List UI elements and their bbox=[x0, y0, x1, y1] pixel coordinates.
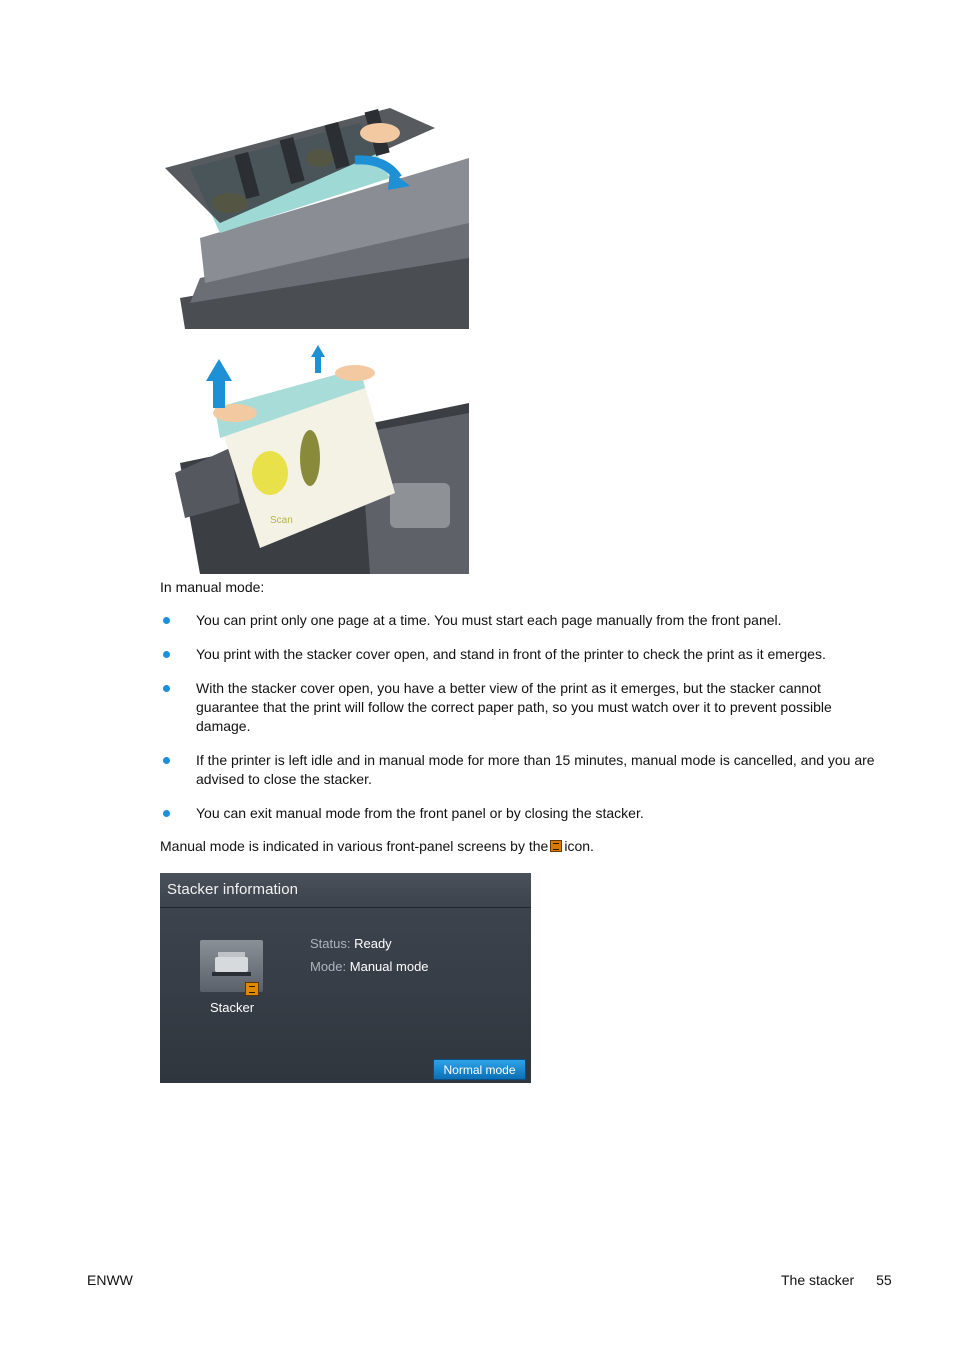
list-item bbox=[160, 804, 880, 823]
status-row bbox=[310, 936, 392, 951]
manual-mode-icon bbox=[550, 840, 562, 852]
bullet-dot bbox=[163, 685, 170, 692]
page-number: 55 bbox=[876, 1272, 892, 1288]
list-item bbox=[160, 679, 880, 736]
list-item-text: You can exit manual mode from the front panel or by closing the stacker. bbox=[196, 805, 644, 821]
footer-right bbox=[781, 1272, 892, 1288]
svg-text:Scan: Scan bbox=[270, 515, 293, 526]
list-item-text: If the printer is left idle and in manual mode for more than 15 minutes, manual mode is cancelled, and you are advised to close the stacker. bbox=[196, 752, 875, 787]
bullet-dot bbox=[163, 617, 170, 624]
mode-key: Mode: bbox=[310, 959, 347, 974]
manual-mode-icon bbox=[245, 982, 259, 996]
list-item bbox=[160, 611, 880, 630]
bullet-dot bbox=[163, 810, 170, 817]
stacker-illustration-open-cover bbox=[160, 98, 469, 329]
printer-icon bbox=[215, 957, 248, 972]
status-key: Status: bbox=[310, 936, 351, 951]
list-item-text: With the stacker cover open, you have a better view of the print as it emerges, but the stacker cannot guarantee that the print will follow the correct paper path, so you must watch over it to prevent possible damage. bbox=[196, 680, 832, 734]
stacker-label: Stacker bbox=[210, 1000, 255, 1015]
stacker-illustration-remove-print bbox=[160, 343, 469, 574]
list-item bbox=[160, 751, 880, 789]
mode-value: Manual mode bbox=[349, 959, 429, 974]
list-item-text: You print with the stacker cover open, and stand in front of the printer to check the print as it emerges. bbox=[196, 646, 826, 662]
status-value: Ready bbox=[354, 936, 392, 951]
footer-section: The stacker bbox=[781, 1272, 855, 1288]
manual-mode-note bbox=[160, 837, 594, 856]
mode-row bbox=[310, 959, 429, 974]
normal-mode-button[interactable]: Normal mode bbox=[433, 1059, 526, 1080]
footer-left: ENWW bbox=[87, 1272, 133, 1288]
list-item-text: You can print only one page at a time. You must start each page manually from the front panel. bbox=[196, 612, 782, 628]
manual-mode-bullet-list bbox=[160, 611, 880, 838]
stacker-information-screen bbox=[160, 873, 531, 1083]
intro-text: In manual mode: bbox=[160, 579, 265, 595]
printer-icon-base bbox=[212, 972, 251, 976]
bullet-dot bbox=[163, 651, 170, 658]
screen-header bbox=[160, 873, 531, 908]
bullet-dot bbox=[163, 757, 170, 764]
screen-title: Stacker information bbox=[167, 881, 299, 898]
list-item bbox=[160, 645, 880, 664]
manual-mode-note-before: Manual mode is indicated in various front-panel screens by the bbox=[160, 838, 549, 854]
manual-mode-note-after: icon. bbox=[564, 838, 594, 854]
